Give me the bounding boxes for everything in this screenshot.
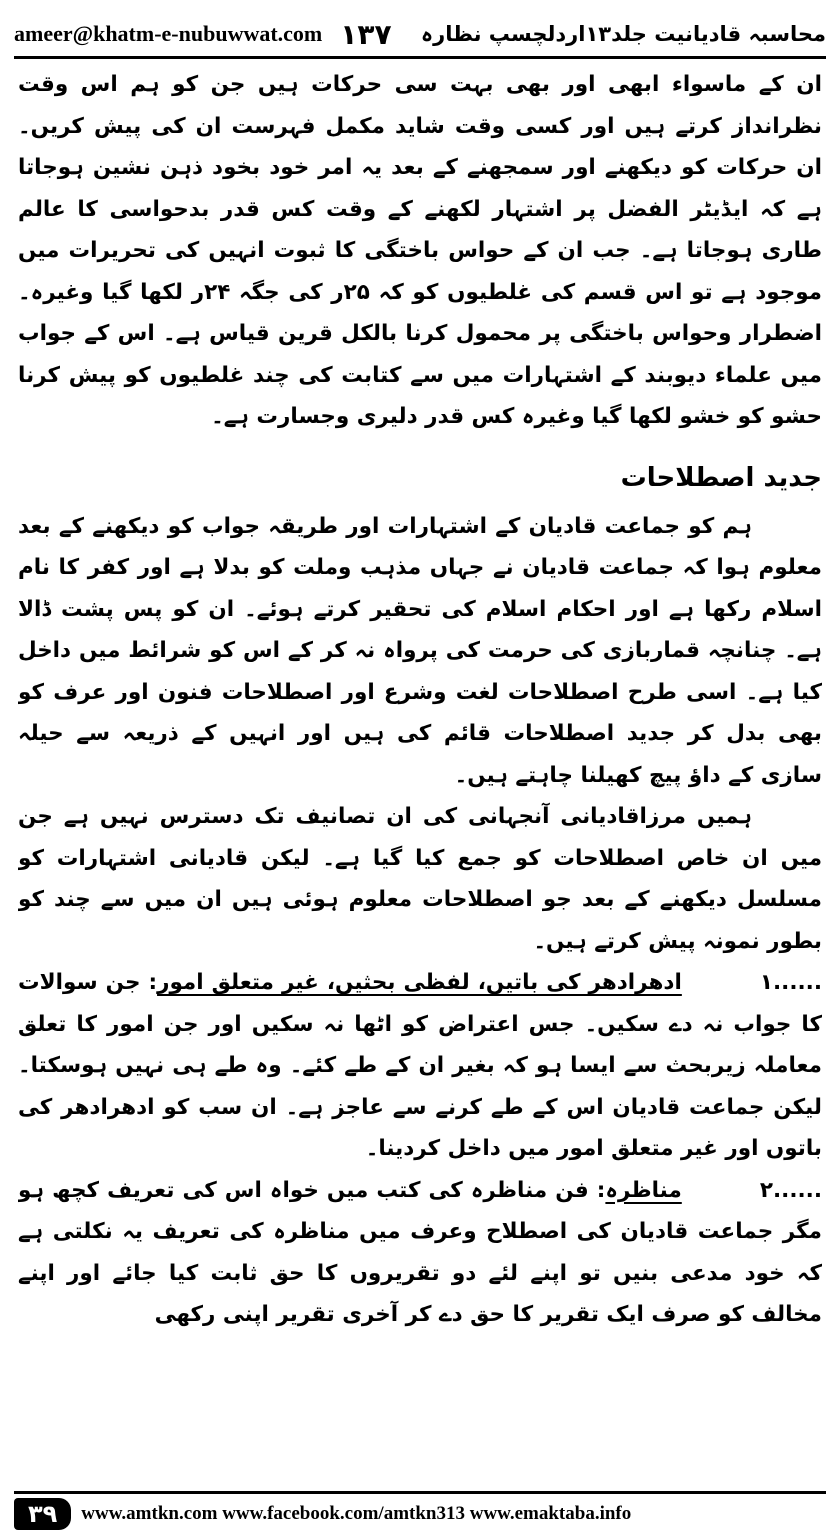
list-item-2	[18, 1170, 822, 1336]
list-item-1	[18, 962, 822, 1170]
paragraph-3: ہمیں مرزاقادیانی آنجہانی کی ان تصانیف تک دسترس نہیں ہے جن میں ان خاص اصطلاحات کو جمع کیا گیا ہے۔ لیکن قادیانی اشتہارات کو مسلسل دیکھنے کے بعد جو اصطلاحات معلوم ہوئی ہیں ان میں سے چند کو بطور نمونہ پیش کرتے ہیں۔	[18, 804, 822, 954]
list-item-2-number: ۲......	[759, 1177, 822, 1203]
header-book-title: محاسبہ قادیانیت جلد۱۳اردلچسپ نظارہ	[420, 22, 826, 46]
page-footer	[14, 1491, 826, 1534]
header-left-group	[14, 18, 392, 51]
list-item-2-term: مناظرہ	[605, 1177, 682, 1203]
page-body	[18, 64, 822, 1488]
header-page-number: ۱۳۷	[340, 17, 392, 51]
header-email: ameer@khatm-e-nubuwwat.com	[14, 21, 323, 46]
footer-website-links: www.amtkn.com www.facebook.com/amtkn313 www.emaktaba.info	[81, 1503, 632, 1524]
footer-page-number: ۳۹	[14, 1498, 71, 1530]
paragraph-2: ہم کو جماعت قادیان کے اشتہارات اور طریقہ جواب کو دیکھنے کے بعد معلوم ہوا کہ جماعت قادیان نے جہاں مذہب وملت کو بدلا ہے اور کفر کا نام اسلام رکھا ہے اور احکام اسلام کی تحقیر کرتے ہوئے۔ ان کو پس پشت ڈالا ہے۔ چنانچہ قماربازی کی حرمت کی پرواہ نہ کر کے اس کو شرائط میں داخل کیا ہے۔ اسی طرح اصطلاحات لغت وشرع اور اصطلاحات فنون اور عرف کو بھی بدل کر جدید اصطلاحات قائم کی ہیں اور انہیں کے ذریعہ سے حیلہ سازی کے داؤ پیچ کھیلنا چاہتے ہیں۔	[18, 513, 822, 788]
paragraph-1: ان کے ماسواء ابھی اور بھی بہت سی حرکات ہیں جن کو ہم اس وقت نظرانداز کرتے ہیں اور کسی وقت شاید مکمل فہرست ان کی پیش کریں۔ ان حرکات کو دیکھنے اور سمجھنے کے بعد یہ امر خود بخود ذہن نشین ہوجاتا ہے کہ ایڈیٹر الفضل پر اشتہار لکھنے کے وقت کس قدر بدحواسی کا عالم طاری ہوجاتا ہے۔ جب ان کے حواس باختگی کا ثبوت انہیں کی تحریرات میں موجود ہے تو اس قسم کی غلطیوں کو کہ ۲۵ر کی جگہ ۲۴ر لکھا گیا وغیرہ۔ اضطرار وحواس باختگی پر محمول کرنا بالکل قرین قیاس ہے۔ اس کے جواب میں علماء دیوبند کے اشتہارات میں سے کتابت کی چند غلطیوں کو پیش کرنا حشو کو خشو لکھا گیا وغیرہ کس قدر دلیری وجسارت ہے۔	[18, 72, 822, 429]
list-item-1-text: : جن سوالات کا جواب نہ دے سکیں۔ جس اعتراض کو اٹھا نہ سکیں اور جن امور کا تعلق معاملہ زیربحث سے ایسا ہو کہ بغیر ان کے طے کئے۔ وہ طے ہی نہیں ہوسکتا۔ لیکن جماعت قادیان اس کے طے کرنے سے عاجز ہے۔ ان سب کو ادھرادھر کی باتوں اور غیر متعلق امور میں داخل کردینا۔	[18, 970, 822, 1161]
list-item-1-term: ادھرادھر کی باتیں، لفظی بحثیں، غیر متعلق امور	[157, 970, 682, 995]
list-item-1-number: ۱......	[759, 970, 822, 995]
section-heading: جدید اصطلاحات	[620, 462, 822, 493]
list-item-2-text: : فن مناظرہ کی کتب میں خواہ اس کی تعریف کچھ ہو مگر جماعت قادیان کی اصطلاح وعرف میں مناظرہ کی تعریف یہ نکلتی ہے کہ خود مدعی بنیں تو اپنے لئے دو تقریروں کا حق ثابت کیا جائے اور اپنے مخالف کو صرف ایک تقریر کا حق دے کر آخری تقریر اپنی رکھی	[18, 1177, 822, 1327]
page-header	[14, 12, 826, 59]
